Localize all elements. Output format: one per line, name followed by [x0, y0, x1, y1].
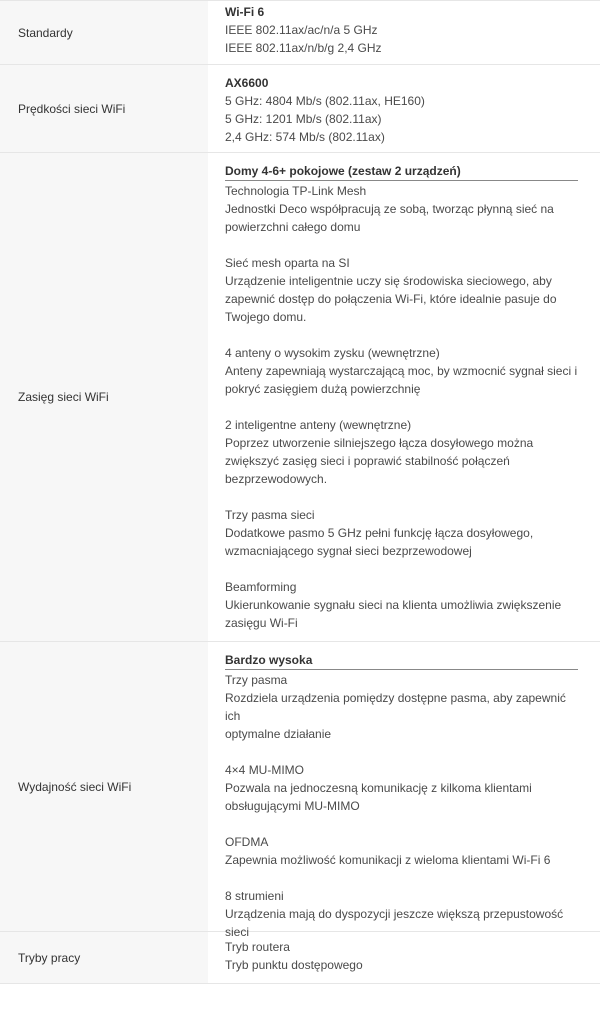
- spec-line: Tryb routera: [225, 940, 290, 954]
- spec-line: 5 GHz: 1201 Mb/s (802.11ax): [225, 112, 382, 126]
- spec-row-wifi-coverage: [0, 153, 600, 642]
- spec-line: IEEE 802.11ax/ac/n/a 5 GHz: [225, 23, 378, 37]
- feature-description: sieci: [225, 925, 250, 939]
- feature-description: Anteny zapewniają wystarczającą moc, by wzmocnić sygnał sieci i: [225, 364, 578, 378]
- spec-value-title: Domy 4-6+ pokojowe (zestaw 2 urządzeń): [225, 162, 578, 181]
- feature-description: zwiększyć zasięg sieci i poprawić stabilność połączeń: [225, 454, 510, 468]
- feature-description: wzmacniającego sygnał sieci bezprzewodowej: [225, 544, 472, 558]
- feature-heading: Sieć mesh oparta na SI: [225, 256, 350, 270]
- spec-label: Wydajność sieci WiFi: [0, 642, 208, 931]
- spec-label: Tryby pracy: [0, 932, 208, 983]
- spec-label: Standardy: [0, 1, 208, 64]
- feature-description: Urządzenia mają do dyspozycji jeszcze większą przepustowość: [225, 907, 564, 921]
- feature-description: Pozwala na jednoczesną komunikację z kilkoma klientami: [225, 781, 532, 795]
- feature-heading: OFDMA: [225, 835, 269, 849]
- feature-heading: Trzy pasma sieci: [225, 508, 315, 522]
- feature-description: powierzchni całego domu: [225, 220, 361, 234]
- spec-value: [208, 932, 600, 983]
- feature-description: Dodatkowe pasmo 5 GHz pełni funkcję łącza dosyłowego,: [225, 526, 534, 540]
- spec-line: IEEE 802.11ax/n/b/g 2,4 GHz: [225, 41, 382, 55]
- spec-value: [208, 153, 600, 641]
- spec-label: Prędkości sieci WiFi: [0, 65, 208, 152]
- feature-description: optymalne działanie: [225, 727, 332, 741]
- spec-value: [208, 65, 600, 152]
- spec-value: [208, 642, 600, 939]
- feature-heading: Beamforming: [225, 580, 297, 594]
- feature-heading: 8 strumieni: [225, 889, 284, 903]
- feature-description: Poprzez utworzenie silniejszego łącza dosyłowego można: [225, 436, 534, 450]
- feature-description: Ukierunkowanie sygnału sieci na klienta umożliwia zwiększenie: [225, 598, 562, 612]
- spec-row-wifi-performance: [0, 642, 600, 939]
- feature-heading: Technologia TP-Link Mesh: [225, 184, 367, 198]
- feature-description: pokryć zasięgiem dużą powierzchnię: [225, 382, 421, 396]
- spec-row-standards: [0, 1, 600, 65]
- feature-description: bezprzewodowych.: [225, 472, 328, 486]
- spec-row-wifi-speeds: [0, 65, 600, 153]
- feature-description: Twojego domu.: [225, 310, 307, 324]
- spec-line: Tryb punktu dostępowego: [225, 958, 363, 972]
- spec-value-title: Wi-Fi 6: [225, 5, 265, 19]
- feature-heading: 4 anteny o wysokim zysku (wewnętrzne): [225, 346, 440, 360]
- feature-description: Zapewnia możliwość komunikacji z wieloma klientami Wi-Fi 6: [225, 853, 551, 867]
- spec-value-title: AX6600: [225, 76, 269, 90]
- spec-value: [208, 1, 600, 64]
- feature-description: zasięgu Wi-Fi: [225, 616, 298, 630]
- feature-description: Rozdziela urządzenia pomiędzy dostępne pasma, aby zapewnić ich: [225, 691, 566, 723]
- feature-heading: 4×4 MU-MIMO: [225, 763, 305, 777]
- feature-heading: 2 inteligentne anteny (wewnętrzne): [225, 418, 412, 432]
- feature-description: Urządzenie inteligentnie uczy się środowiska sieciowego, aby: [225, 274, 552, 288]
- spec-row-operating-modes: [0, 932, 600, 984]
- feature-description: Jednostki Deco współpracują ze sobą, tworząc płynną sieć na: [225, 202, 554, 216]
- spec-value-title: Bardzo wysoka: [225, 651, 578, 670]
- spec-label: Zasięg sieci WiFi: [0, 153, 208, 641]
- feature-description: obsługującymi MU-MIMO: [225, 799, 360, 813]
- feature-heading: Trzy pasma: [225, 673, 288, 687]
- spec-line: 2,4 GHz: 574 Mb/s (802.11ax): [225, 130, 385, 144]
- spec-line: 5 GHz: 4804 Mb/s (802.11ax, HE160): [225, 94, 425, 108]
- feature-description: zapewnić dostęp do połączenia Wi-Fi, które idealnie pasuje do: [225, 292, 557, 306]
